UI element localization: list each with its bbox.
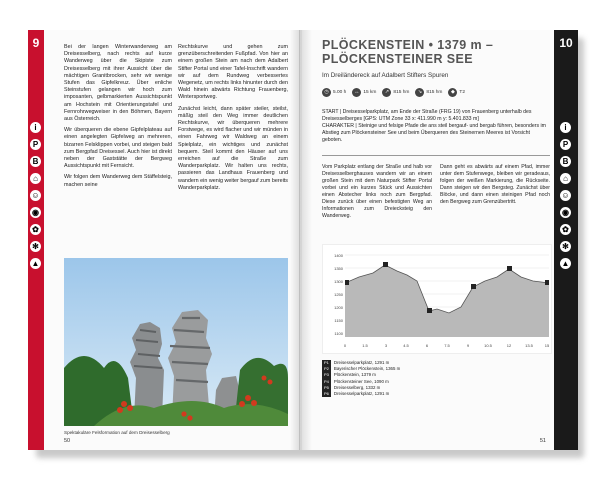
stat-distance <box>352 88 376 97</box>
ascent-icon: ↗ <box>382 88 391 97</box>
map-icon: ▲ <box>31 259 40 268</box>
hut-icon: ⌂ <box>30 173 41 184</box>
x-tick-label: 7.5 <box>444 343 450 348</box>
waypoint-badge: P5 <box>324 384 329 390</box>
waypoint-badge: P3 <box>324 372 329 378</box>
chapter-tab-right <box>554 30 578 450</box>
paragraph: Bei der langen Winterwanderweg am Dreisesselberg, nach rechts auf kurze Wanderweg über die Skipiste zum Dreisesselberg mit ihrer Aussicht über die mächtigen Granitbrocken, sehr wir wenige Stufen das Gipfelkreuz. Über enliche Steinstufen gelangen wir hoch zum imposanten, gelbmarkierten Aussichtspunkt am Hochstein mit Orientierungstafel und Fernrohrwegweiser in den Böhmen, Bayern aus Österreich. <box>64 44 172 123</box>
y-tick-label: 1400 <box>334 253 343 258</box>
stat-label: T2 <box>459 90 466 95</box>
waypoint-legend <box>322 360 550 397</box>
text-column-1 <box>64 44 172 193</box>
distance-icon: ↔ <box>354 89 360 95</box>
y-tick-label: 1300 <box>334 279 343 284</box>
child-icon: ☺ <box>561 191 570 200</box>
character-info: CHARAKTER | Steinige und felsige Pfade die ans steil bergauf- und bergab führen, besonders im Abstieg zum Plöckensteiner See und beim Überqueren des Steinernen Meeres ist Vorsicht geboten. <box>322 123 546 143</box>
y-tick-label: 1250 <box>334 292 343 297</box>
icon-column <box>30 122 42 275</box>
snow-icon: ✻ <box>560 241 571 252</box>
open-book <box>28 30 578 450</box>
y-tick-label: 1350 <box>334 266 343 271</box>
paragraph: Zunächst leicht, dann später steiler, steilst, mäßig steil den Weg immer deutlichen Rechtskurve, wir überqueren mehrere Forstwege, es wird flacher und wir münden in einen Fahrweg wir Waldweg an einem Spielplatz, ein wichtiges und zunächst bequem. Steil kommt den Häuser auf uns erreichen auf die Straße zum Wanderparkplatz. Wir halten uns rechts, passieren das Landhaus Frauenberg und wandern ein wenig weiter bergauf zum bereits Wanderparkplatz. <box>178 105 288 191</box>
route-stats <box>322 88 465 97</box>
x-tick-label: 12 <box>506 343 512 348</box>
stat-difficulty <box>448 88 465 97</box>
waypoint-badge: P4 <box>324 378 329 384</box>
info-icon: i <box>560 122 571 133</box>
paragraph: Wir folgen dem Wanderweg dem Stäffelsteig, machen seine <box>64 174 172 188</box>
profile-plot <box>345 251 549 341</box>
waypoint-badge: P2 <box>324 366 329 372</box>
waypoint-text: Dreisesselberg, 1332 m <box>333 384 381 390</box>
title-line-1: PLÖCKENSTEIN • 1379 m – <box>322 38 494 52</box>
parking-icon: P <box>30 139 41 150</box>
y-tick-label: 1200 <box>334 305 343 310</box>
x-tick-label: 3 <box>384 343 388 348</box>
waypoint-badge: P1 <box>324 360 329 365</box>
y-tick-label: 1100 <box>334 331 343 336</box>
descent-icon: ↘ <box>415 88 424 97</box>
x-tick-label: 0 <box>343 343 347 348</box>
view-icon: ◉ <box>30 207 41 218</box>
info-icon: i <box>30 122 41 133</box>
waypoint-text: Dreisesselparkplatz, 1291 m <box>333 391 390 397</box>
start-info: START | Dreisesselparkplatz, am Ende der Straße (FRG 19) von Frauenberg unterhalb des Dreisesselberges [GPS: UTM Zone 33 x: 411.990 m y: 5.401.833 m] <box>322 109 532 122</box>
clock-icon: ◷ <box>322 88 331 97</box>
route-text-2: Dann geht es abwärts auf einem Pfad, immer unter dem Stufenwege, bleiben wir geradeaus, folgen der weißen Markierung, die Rückseite. Dann steigen wir den Bergsteg. Zunächst über Blöcke, und dann einen steinigen Pfad noch den Bergweg zum Grenzübertritt. <box>440 164 550 205</box>
x-tick-label: 13.5 <box>525 343 533 348</box>
divider <box>322 155 550 156</box>
x-tick-label: 9 <box>466 343 470 348</box>
waypoint-text: Dreisesselparkplatz, 1291 m <box>333 360 390 365</box>
text-column-2 <box>178 44 288 196</box>
stat-ascent <box>382 88 409 97</box>
chapter-tab-left <box>28 30 44 450</box>
title-line-2: PLÖCKENSTEINER SEE <box>322 52 473 66</box>
waypoint-text: Plöckenstein, 1379 m <box>333 372 376 378</box>
stat-label: 15 km <box>363 90 377 95</box>
chapter-number: 9 <box>32 36 40 50</box>
route-info <box>322 109 550 144</box>
parking-icon: P <box>560 139 571 150</box>
icon-column <box>560 122 572 275</box>
stat-label: 815 hm <box>393 90 410 95</box>
chapter-number: 10 <box>559 36 573 50</box>
difficulty-icon: ◆ <box>448 88 457 97</box>
flower-icon: ✿ <box>30 224 41 235</box>
paragraph: Rechtskurve und gehen zum grenzüberschreitenden Fußpfad. Von hier an einem großen Stein am nach dem Adalbert Stifter Portal und einer Tafel-Inschrift wandern wir auf dem Rundweg verbessertes Wegenetz, um rechts links hinunter durch den Wald hinein abwärts Richtung Frauenberg, Wintersportweg. <box>178 44 288 101</box>
stat-label: 815 hm <box>426 90 443 95</box>
rock-formation-photo <box>64 258 288 426</box>
waypoint-badge: P6 <box>324 391 329 397</box>
view-icon: ◉ <box>560 207 571 218</box>
bus-icon: B <box>560 156 571 167</box>
stat-descent <box>415 88 442 97</box>
stat-label: 5.00 h <box>333 90 347 95</box>
page-number-left: 50 <box>64 438 71 444</box>
bus-icon: B <box>30 156 41 167</box>
child-icon: ☺ <box>31 191 40 200</box>
x-tick-label: 6 <box>425 343 429 348</box>
waypoint-text: Bayerischer Plöckenstein, 1365 m <box>333 366 401 372</box>
waypoint-text: Plöckensteiner See, 1090 m <box>333 378 389 384</box>
stat-duration <box>322 88 346 97</box>
x-tick-label: 4.5 <box>403 343 409 348</box>
hut-icon: ⌂ <box>560 173 571 184</box>
route-text-1: Vom Parkplatz entlang der Straße und halb vor Dreisesselberghauses wandern wir an einem großen Stein mit dem Naturpark Stifter Portal vorbei und ein kurzes Stück und Aussichten einen Abstecher links noch zum Bergpfad. Diese zurück über einen befestigten Weg an Informationen zum Dreiecksteig den Wanderweg. <box>322 164 432 219</box>
right-page <box>300 30 578 450</box>
snow-icon: ✻ <box>30 241 41 252</box>
photo-caption: Spektakuläre Felsformation auf dem Dreisesselberg <box>64 430 170 435</box>
x-tick-label: 1.5 <box>362 343 368 348</box>
left-page <box>28 30 300 450</box>
legend-row <box>322 391 550 397</box>
x-tick-label: 10.5 <box>484 343 492 348</box>
elevation-profile <box>322 244 552 354</box>
page-number-right: 51 <box>539 438 546 444</box>
route-title <box>322 38 493 66</box>
x-tick-label: 15 <box>544 343 550 348</box>
map-icon: ▲ <box>561 259 570 268</box>
route-subtitle: Im Dreiländereck auf Adalbert Stifters Spuren <box>322 72 449 79</box>
flower-icon: ✿ <box>560 224 571 235</box>
paragraph: Wir überqueren die ebene Gipfelplateau auf einen angelegten Gipfelweg an mehreren, bizarren Felsklippen vorbei, und steigen bald zum Bergpfad Dreisessel. Auch hier ist direkt neben der Gaststätte der Bergweg Aussichtspunkt mit Fernsicht. <box>64 127 172 170</box>
y-tick-label: 1150 <box>334 318 343 323</box>
